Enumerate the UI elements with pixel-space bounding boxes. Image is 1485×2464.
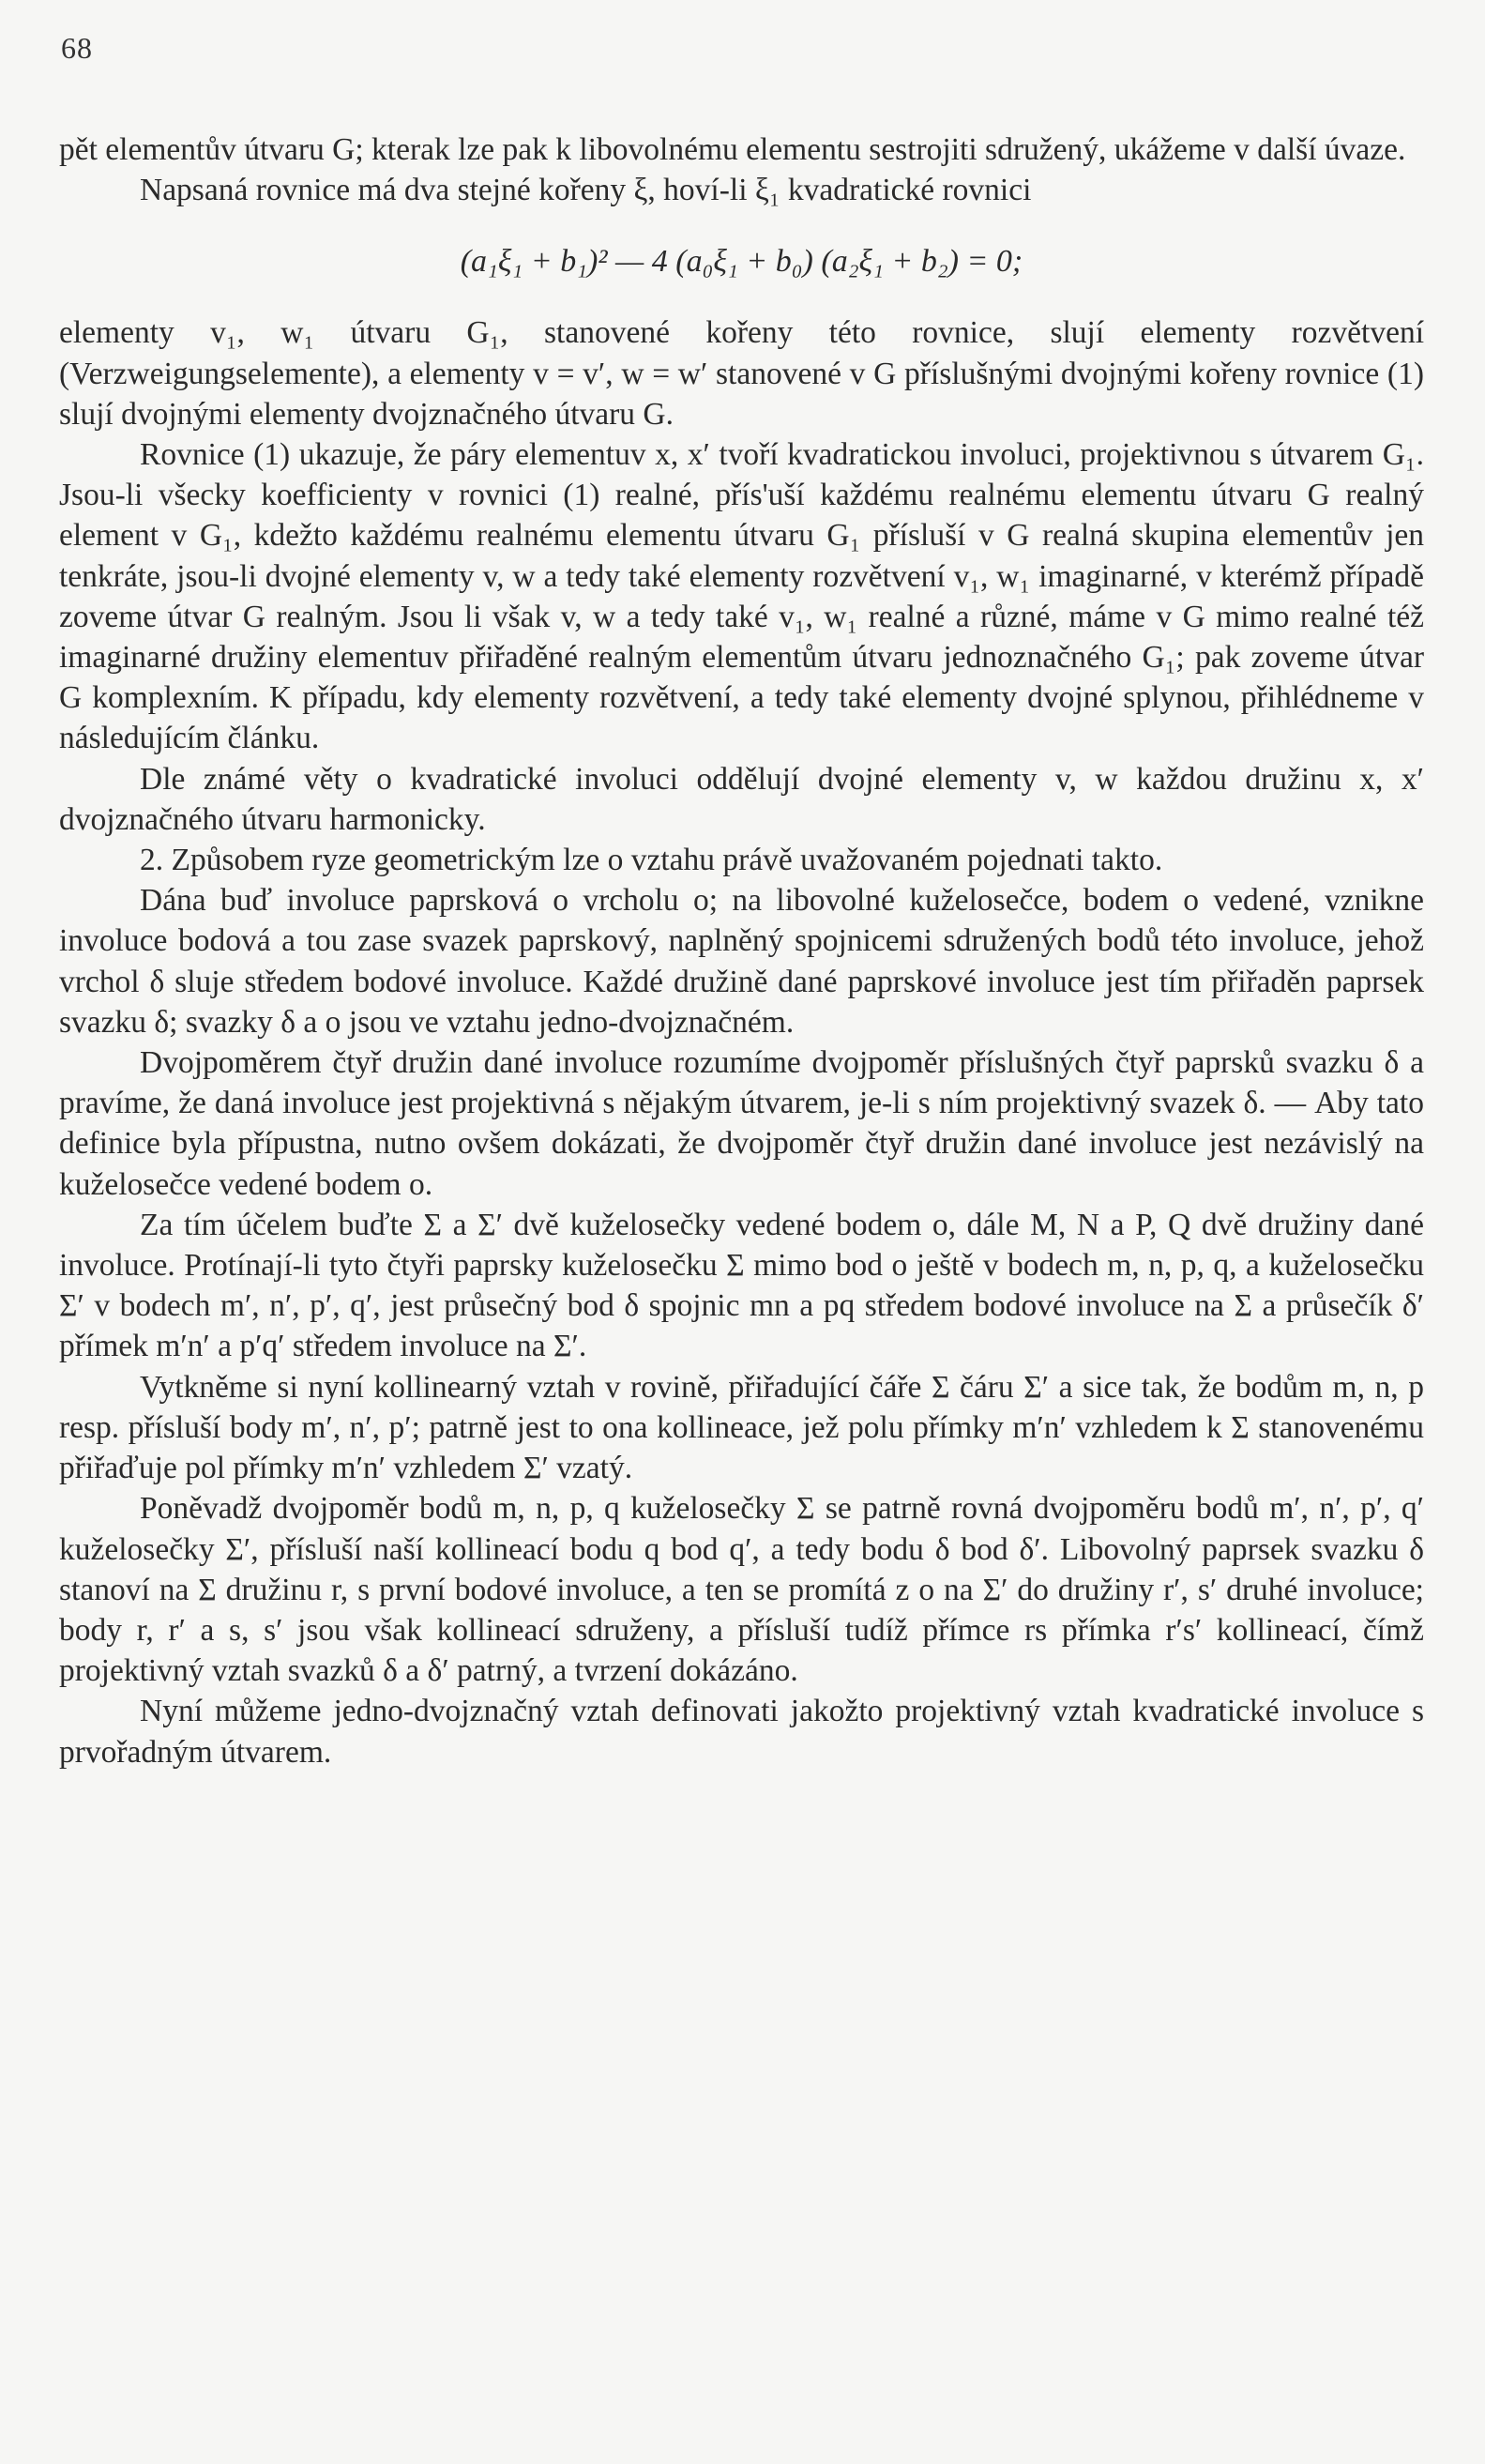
paragraph-12: Nyní můžeme jedno-dvojznačný vztah definovati jakožto projektivný vztah kvadratické involuce s prvořadným útvarem.	[59, 1694, 1424, 1770]
paragraph-2: Napsaná rovnice má dva stejné kořeny ξ, hoví-li ξ₁ kvadratické rovnici	[140, 173, 1032, 208]
paragraph-9: Za tím účelem buďte Σ a Σ′ dvě kuželosečky vedené bodem o, dále M, N a P, Q dvě družiny dané involuce. Protínají-li tyto čtyři paprsky kuželosečku Σ mimo bod o ještě v bodech m, n, p, q, a kuželosečku Σ′ v bodech m′, n′, p′, q′, jest průsečný bod δ spojnic mn a pq středem bodové involuce na Σ a průsečík δ′ přímek m′n′ a p′q′ středem involuce na Σ′.	[59, 1207, 1424, 1364]
paragraph-6: 2. Způsobem ryze geometrickým lze o vztahu právě uvažovaném pojednati takto.	[140, 843, 1163, 878]
paragraph-7: Dána buď involuce paprsková o vrcholu o; na libovolné kuželosečce, bodem o vedené, vznikne involuce bodová a tou zase svazek paprskový, naplněný spojnicemi sdružených bodů této involuce, jehož vrchol δ sluje středem bodové involuce. Každé družině dané paprskové involuce jest tím přiřaděn paprsek svazku δ; svazky δ a o jsou ve vztahu jedno-dvojznačném.	[59, 883, 1424, 1040]
paragraph-11: Poněvadž dvojpoměr bodů m, n, p, q kuželosečky Σ se patrně rovná dvojpoměru bodů m′, n′, p′, q′ kuželosečky Σ′, přísluší naší kollineací bodu q bod q′, a tedy bodu δ bod δ′. Libovolný paprsek svazku δ stanoví na Σ družinu r, s první bodové involuce, a ten se promítá z o na Σ′ do družiny r′, s′ druhé involuce; body r, r′ a s, s′ jsou však kollineací sdruženy, a přísluší tudíž přímce rs přímka r′s′ kollineací, čímž projektivný vztah svazků δ a δ′ patrný, a tvrzení dokázáno.	[59, 1491, 1424, 1689]
body-text	[59, 129, 1424, 1772]
equation: (a₁ξ₁ + b₁)² — 4 (a₀ξ₁ + b₀) (a₂ξ₁ + b₂) = 0;	[460, 244, 1023, 280]
paragraph-8: Dvojpoměrem čtyř družin dané involuce rozumíme dvojpoměr příslušných čtyř paprsků svazku δ a pravíme, že daná involuce jest projektivná s nějakým útvarem, je-li s ním projektivný svazek δ. — Aby tato definice byla přípustna, nutno ovšem dokázati, že dvojpoměr čtyř družin dané involuce jest nezávislý na kuželosečce vedené bodem o.	[59, 1045, 1424, 1202]
page-number: 68	[61, 31, 93, 65]
paragraph-4: Rovnice (1) ukazuje, že páry elementuv x, x′ tvoří kvadratickou involuci, projektivnou s útvarem G₁. Jsou-li všecky koefficienty v rovnici (1) realné, přís'uší každému realnému elementu útvaru G realný element v G₁, kdežto každému realnému elementu útvaru G₁ přísluší v G realná skupina elementův jen tenkráte, jsou-li dvojné elementy v, w a tedy také elementy rozvětvení v₁, w₁ imaginarné, v kterémž případě zoveme útvar G realným. Jsou li však v, w a tedy také v₁, w₁ realné a různé, máme v G mimo realné též imaginarné družiny elementuv přiřaděné realným elementům útvaru jednoznačného G₁; pak zoveme útvar G komplexním. K případu, kdy elementy rozvětvení, a tedy také elementy dvojné splynou, přihlédneme v následujícím článku.	[59, 437, 1424, 756]
paragraph-10: Vytkněme si nyní kollinearný vztah v rovině, přiřadující čáře Σ čáru Σ′ a sice tak, že bodům m, n, p resp. přísluší body m′, n′, p′; patrně jest to ona kollineace, jež polu přímky m′n′ vzhledem k Σ stanovenému přiřaďuje pol přímky m′n′ vzhledem Σ′ vzatý.	[59, 1369, 1424, 1486]
paragraph-5: Dle známé věty o kvadratické involuci oddělují dvojné elementy v, w každou družinu x, x′ dvojznačného útvaru harmonicky.	[59, 761, 1424, 837]
paragraph-3: elementy v₁, w₁ útvaru G₁, stanovené kořeny této rovnice, slují elementy rozvětvení (Verzweigungselemente), a elementy v = v′, w = w′ stanovené v G příslušnými dvojnými kořeny rovnice (1) slují dvojnými elementy dvojznačného útvaru G.	[59, 315, 1424, 432]
paragraph-1: pět elementův útvaru G; kterak lze pak k libovolnému elementu sestrojiti sdružený, ukážeme v další úvaze.	[59, 132, 1406, 167]
